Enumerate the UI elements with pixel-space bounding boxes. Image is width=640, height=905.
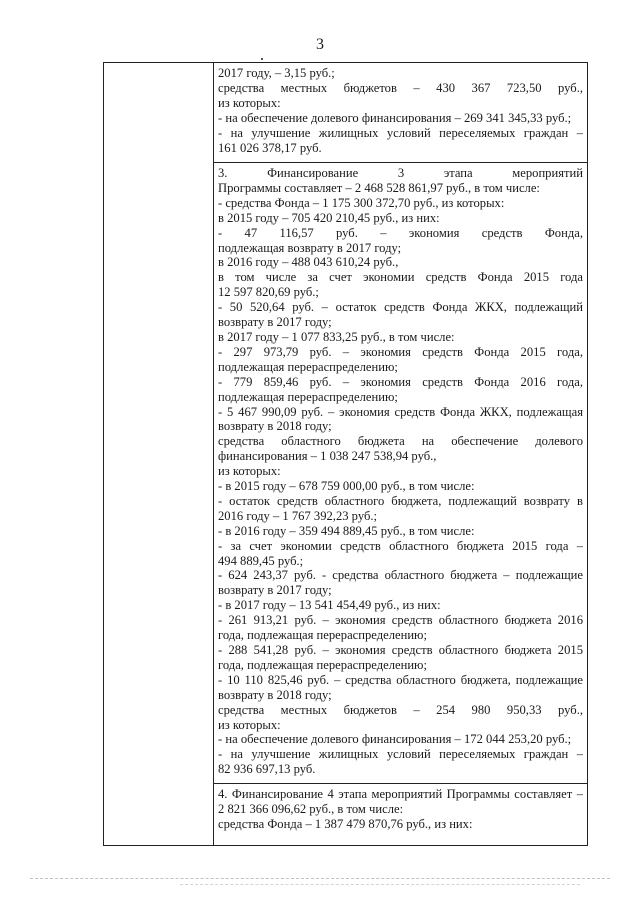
text-line: - 261 913,21 руб. – экономия средств областного бюджета 2016 (218, 613, 583, 628)
text-line: Программы составляет – 2 468 528 861,97 руб., в том числе: (218, 180, 540, 195)
program-financing-table (103, 62, 588, 846)
text-line: - на обеспечение долевого финансирования – 172 044 253,20 руб.; (218, 732, 572, 747)
scan-artifact-line (180, 884, 580, 885)
text-line: в 2016 году – 488 043 610,24 руб., (218, 255, 399, 270)
text-line: подлежащая перераспределению; (218, 359, 398, 374)
text-line: из которых: (218, 717, 281, 732)
text-line: в том числе за счет экономии средств Фонда 2015 года (218, 270, 583, 285)
text-line: - на улучшение жилищных условий переселяемых граждан – (218, 125, 583, 140)
table-right-column (214, 63, 587, 845)
table-cell-stage-2-tail (214, 63, 587, 163)
text-line: подлежащая возврату в 2017 году; (218, 240, 402, 255)
text-line: - в 2016 году – 359 494 889,45 руб., в том числе: (218, 523, 475, 538)
text-line: года, подлежащая перераспределению; (218, 628, 427, 643)
text-line: из которых: (218, 464, 281, 479)
text-line: подлежащая перераспределению; (218, 389, 398, 404)
text-line: в 2017 году – 1 077 833,25 руб., в том числе: (218, 329, 455, 344)
text-line: - 297 973,79 руб. – экономия средств Фонда 2015 года, (218, 344, 583, 359)
text-line: возврату в 2018 году; (218, 419, 332, 434)
text-line: средства местных бюджетов – 430 367 723,50 руб., (218, 80, 583, 95)
table-cell-stage-3 (214, 163, 587, 784)
scan-speck (261, 58, 263, 60)
text-line: финансирования – 1 038 247 538,94 руб., (218, 449, 437, 464)
text-line: 82 936 697,13 руб. (218, 762, 316, 777)
scan-artifact-line (30, 878, 610, 879)
text-line: года, подлежащая перераспределению; (218, 657, 427, 672)
text-line: - 5 467 990,09 руб. – экономия средств Фонда ЖКХ, подлежащая (218, 404, 583, 419)
text-line: 2016 году – 1 767 392,23 руб.; (218, 508, 378, 523)
text-line: возврату в 2017 году; (218, 315, 332, 330)
text-line: 12 597 820,69 руб.; (218, 285, 319, 300)
text-line: - средства Фонда – 1 175 300 372,70 руб., из которых: (218, 195, 505, 210)
text-line: - 779 859,46 руб. – экономия средств Фонда 2016 года, (218, 374, 583, 389)
text-line: в 2015 году – 705 420 210,45 руб., из них: (218, 210, 440, 225)
text-line: - 50 520,64 руб. – остаток средств Фонда ЖКХ, подлежащий (218, 300, 583, 315)
text-line: 4. Финансирование 4 этапа мероприятий Программы составляет – (218, 787, 583, 801)
table-cell-stage-4 (214, 784, 587, 834)
text-line: - 10 110 825,46 руб. – средства областного бюджета, подлежащие (218, 672, 583, 687)
text-line: средства областного бюджета на обеспечение долевого (218, 434, 583, 449)
text-line: 161 026 378,17 руб. (218, 140, 322, 155)
text-line: возврату в 2017 году; (218, 583, 332, 598)
text-line: - 624 243,37 руб. - средства областного бюджета – подлежащие (218, 568, 583, 583)
text-line: - за счет экономии средств областного бюджета 2015 года – (218, 538, 583, 553)
text-line: средства местных бюджетов – 254 980 950,33 руб., (218, 702, 583, 717)
text-line: 2 821 366 096,62 руб., в том числе: (218, 801, 404, 816)
text-line: 494 889,45 руб.; (218, 553, 304, 568)
page-number: 3 (316, 36, 324, 53)
text-line: - 47 116,57 руб. – экономия средств Фонда, (218, 225, 583, 240)
text-line: - в 2015 году – 678 759 000,00 руб., в том числе: (218, 479, 475, 494)
text-line: - остаток средств областного бюджета, подлежащий возврату в (218, 493, 583, 508)
table-left-column (104, 63, 214, 845)
text-line: - 288 541,28 руб. – экономия средств областного бюджета 2015 (218, 643, 583, 657)
text-line: средства Фонда – 1 387 479 870,76 руб., из них: (218, 816, 473, 831)
text-line: - на улучшение жилищных условий переселяемых граждан – (218, 747, 583, 762)
text-line: из которых: (218, 95, 281, 110)
text-line: 3. Финансирование 3 этапа мероприятий (218, 166, 583, 180)
text-line: - в 2017 году – 13 541 454,49 руб., из них: (218, 598, 441, 613)
text-line: 2017 году, – 3,15 руб.; (218, 66, 335, 80)
text-line: возврату в 2018 году; (218, 687, 332, 702)
text-line: - на обеспечение долевого финансирования – 269 341 345,33 руб.; (218, 110, 572, 125)
